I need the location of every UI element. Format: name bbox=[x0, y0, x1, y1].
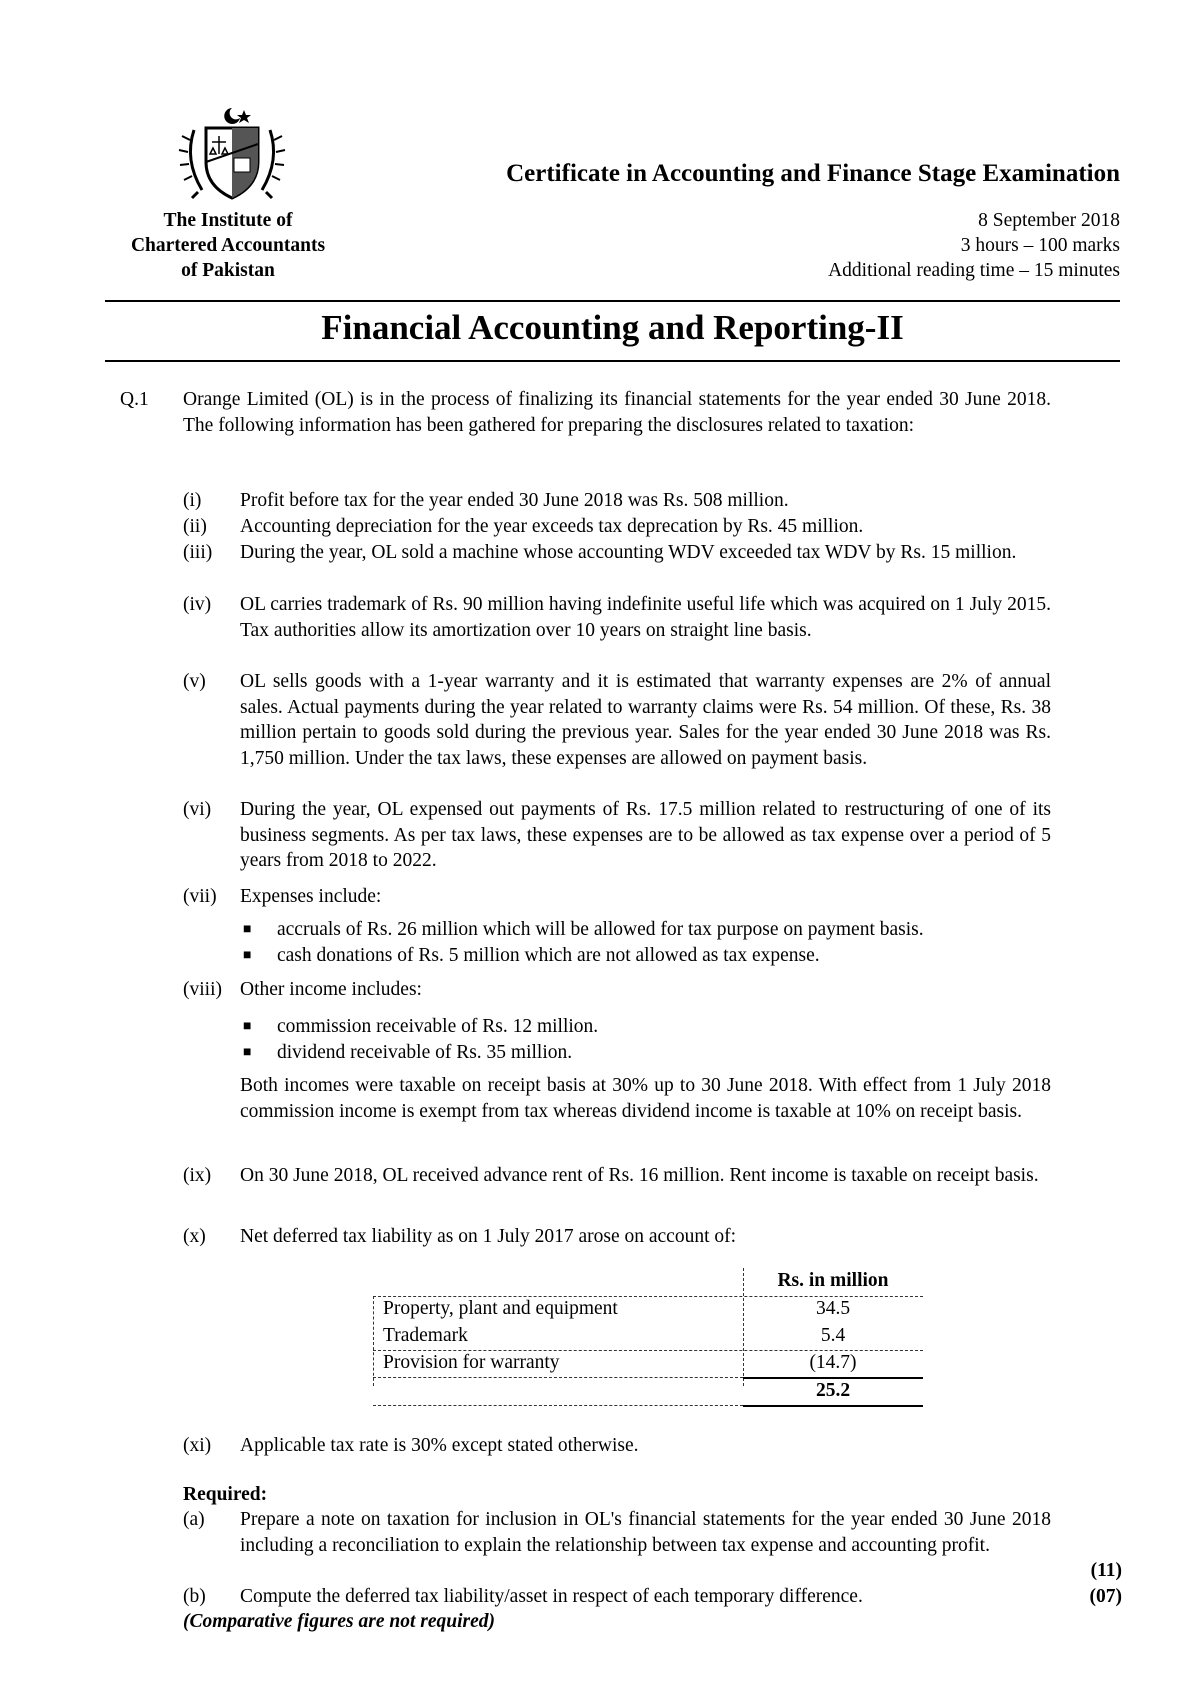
icap-logo bbox=[172, 100, 292, 210]
item-num: (ii) bbox=[183, 516, 207, 537]
part-text: Prepare a note on taxation for inclusion in OL's financial statements for the year ended 30 June 2018 including a reconciliation to explain the relationship between tax expense and accounting profit. bbox=[240, 1509, 1051, 1556]
item-num: (iv) bbox=[183, 594, 212, 615]
row-value: (14.7) bbox=[809, 1352, 857, 1373]
question-intro: Orange Limited (OL) is in the process of finalizing its financial statements for the year ended 30 June 2018. The following information has been gathered for preparing the disclosures related to taxation: bbox=[183, 389, 1051, 436]
row-label: Provision for warranty bbox=[383, 1352, 560, 1373]
item-num: (vii) bbox=[183, 886, 217, 907]
part-marks: (11) bbox=[1090, 1560, 1122, 1581]
item-text: Expenses include: bbox=[240, 886, 382, 907]
exam-date: 8 September 2018 bbox=[978, 210, 1120, 231]
item-num: (xi) bbox=[183, 1435, 212, 1456]
item-num: (ix) bbox=[183, 1165, 212, 1186]
divider-bottom bbox=[105, 360, 1120, 362]
certificate-title: Certificate in Accounting and Finance Stage Examination bbox=[506, 160, 1120, 187]
bullet-text: commission receivable of Rs. 12 million. bbox=[277, 1016, 599, 1037]
item-num: (v) bbox=[183, 671, 206, 692]
item-text: Net deferred tax liability as on 1 July 2017 arose on account of: bbox=[240, 1226, 737, 1247]
row-value: 34.5 bbox=[815, 1298, 851, 1319]
item-num: (viii) bbox=[183, 979, 222, 1000]
deferred-tax-table bbox=[373, 1268, 923, 1412]
exam-duration: 3 hours – 100 marks bbox=[960, 235, 1120, 256]
table-header-row bbox=[373, 1268, 923, 1295]
item-num: (x) bbox=[183, 1226, 206, 1247]
table-row bbox=[373, 1296, 923, 1323]
institute-name: The Institute of Chartered Accountants of Pakistan bbox=[130, 210, 326, 281]
item-num: (iii) bbox=[183, 542, 213, 563]
part-num: (a) bbox=[183, 1509, 205, 1530]
bullet-text: cash donations of Rs. 5 million which are not allowed as tax expense. bbox=[277, 945, 820, 966]
item-text: OL sells goods with a 1-year warranty and it is estimated that warranty expenses are 2% of annual sales. Actual payments during the year related to warranty claims were Rs. 54 million. Of these, Rs. 38 million pertain to goods sold during the previous year. Sales for the year ended 30 June 2018 was Rs. 1,750 million. Under the tax laws, these expenses are allowed on payment basis. bbox=[240, 671, 1051, 769]
item-text: Other income includes: bbox=[240, 979, 422, 1000]
bullet-icon: ■ bbox=[243, 1045, 252, 1060]
exam-meta bbox=[700, 208, 1120, 283]
item-followup: Both incomes were taxable on receipt basis at 30% up to 30 June 2018. With effect from 1 July 2018 commission income is exempt from tax whereas dividend income is taxable at 10% on receipt basis. bbox=[240, 1075, 1051, 1122]
bullet-icon: ■ bbox=[243, 1019, 252, 1034]
paper-title: Financial Accounting and Reporting-II bbox=[321, 308, 904, 347]
item-text: OL carries trademark of Rs. 90 million having indefinite useful life which was acquired on 1 July 2015. Tax authorities allow its amortization over 10 years on straight line basis. bbox=[240, 594, 1051, 641]
part-marks: (07) bbox=[1089, 1586, 1122, 1607]
row-value: 5.4 bbox=[820, 1325, 846, 1346]
bullet-icon: ■ bbox=[243, 948, 252, 963]
item-text: On 30 June 2018, OL received advance rent of Rs. 16 million. Rent income is taxable on receipt basis. bbox=[240, 1165, 1039, 1186]
item-num: (i) bbox=[183, 490, 202, 511]
table-total: 25.2 bbox=[815, 1380, 851, 1401]
part-num: (b) bbox=[183, 1586, 206, 1607]
bullet-text: accruals of Rs. 26 million which will be allowed for tax purpose on payment basis. bbox=[277, 919, 924, 940]
required-heading: Required: bbox=[183, 1484, 268, 1505]
reading-time: Additional reading time – 15 minutes bbox=[828, 260, 1120, 281]
table-row bbox=[373, 1350, 923, 1377]
item-text: During the year, OL expensed out payments of Rs. 17.5 million related to restructuring of one of its business segments. As per tax laws, these expenses are to be allowed as tax expense over a period of 5 years from 2018 to 2022. bbox=[240, 799, 1051, 871]
table-header: Rs. in million bbox=[777, 1270, 889, 1291]
item-num: (vi) bbox=[183, 799, 212, 820]
table-total-row bbox=[373, 1378, 923, 1405]
row-label: Property, plant and equipment bbox=[383, 1298, 618, 1319]
item-text: Accounting depreciation for the year exceeds tax deprecation by Rs. 45 million. bbox=[240, 516, 864, 537]
item-text: Applicable tax rate is 30% except stated otherwise. bbox=[240, 1435, 639, 1456]
bullet-icon: ■ bbox=[243, 922, 252, 937]
row-label: Trademark bbox=[383, 1325, 468, 1346]
item-text: Profit before tax for the year ended 30 June 2018 was Rs. 508 million. bbox=[240, 490, 789, 511]
question-number: Q.1 bbox=[120, 389, 149, 410]
divider-top bbox=[105, 300, 1120, 302]
bullet-text: dividend receivable of Rs. 35 million. bbox=[277, 1042, 573, 1063]
item-text: During the year, OL sold a machine whose accounting WDV exceeded tax WDV by Rs. 15 million. bbox=[240, 542, 1017, 563]
part-text: Compute the deferred tax liability/asset in respect of each temporary difference. bbox=[240, 1586, 863, 1607]
table-row bbox=[373, 1323, 923, 1350]
comparative-note: (Comparative figures are not required) bbox=[183, 1611, 495, 1632]
